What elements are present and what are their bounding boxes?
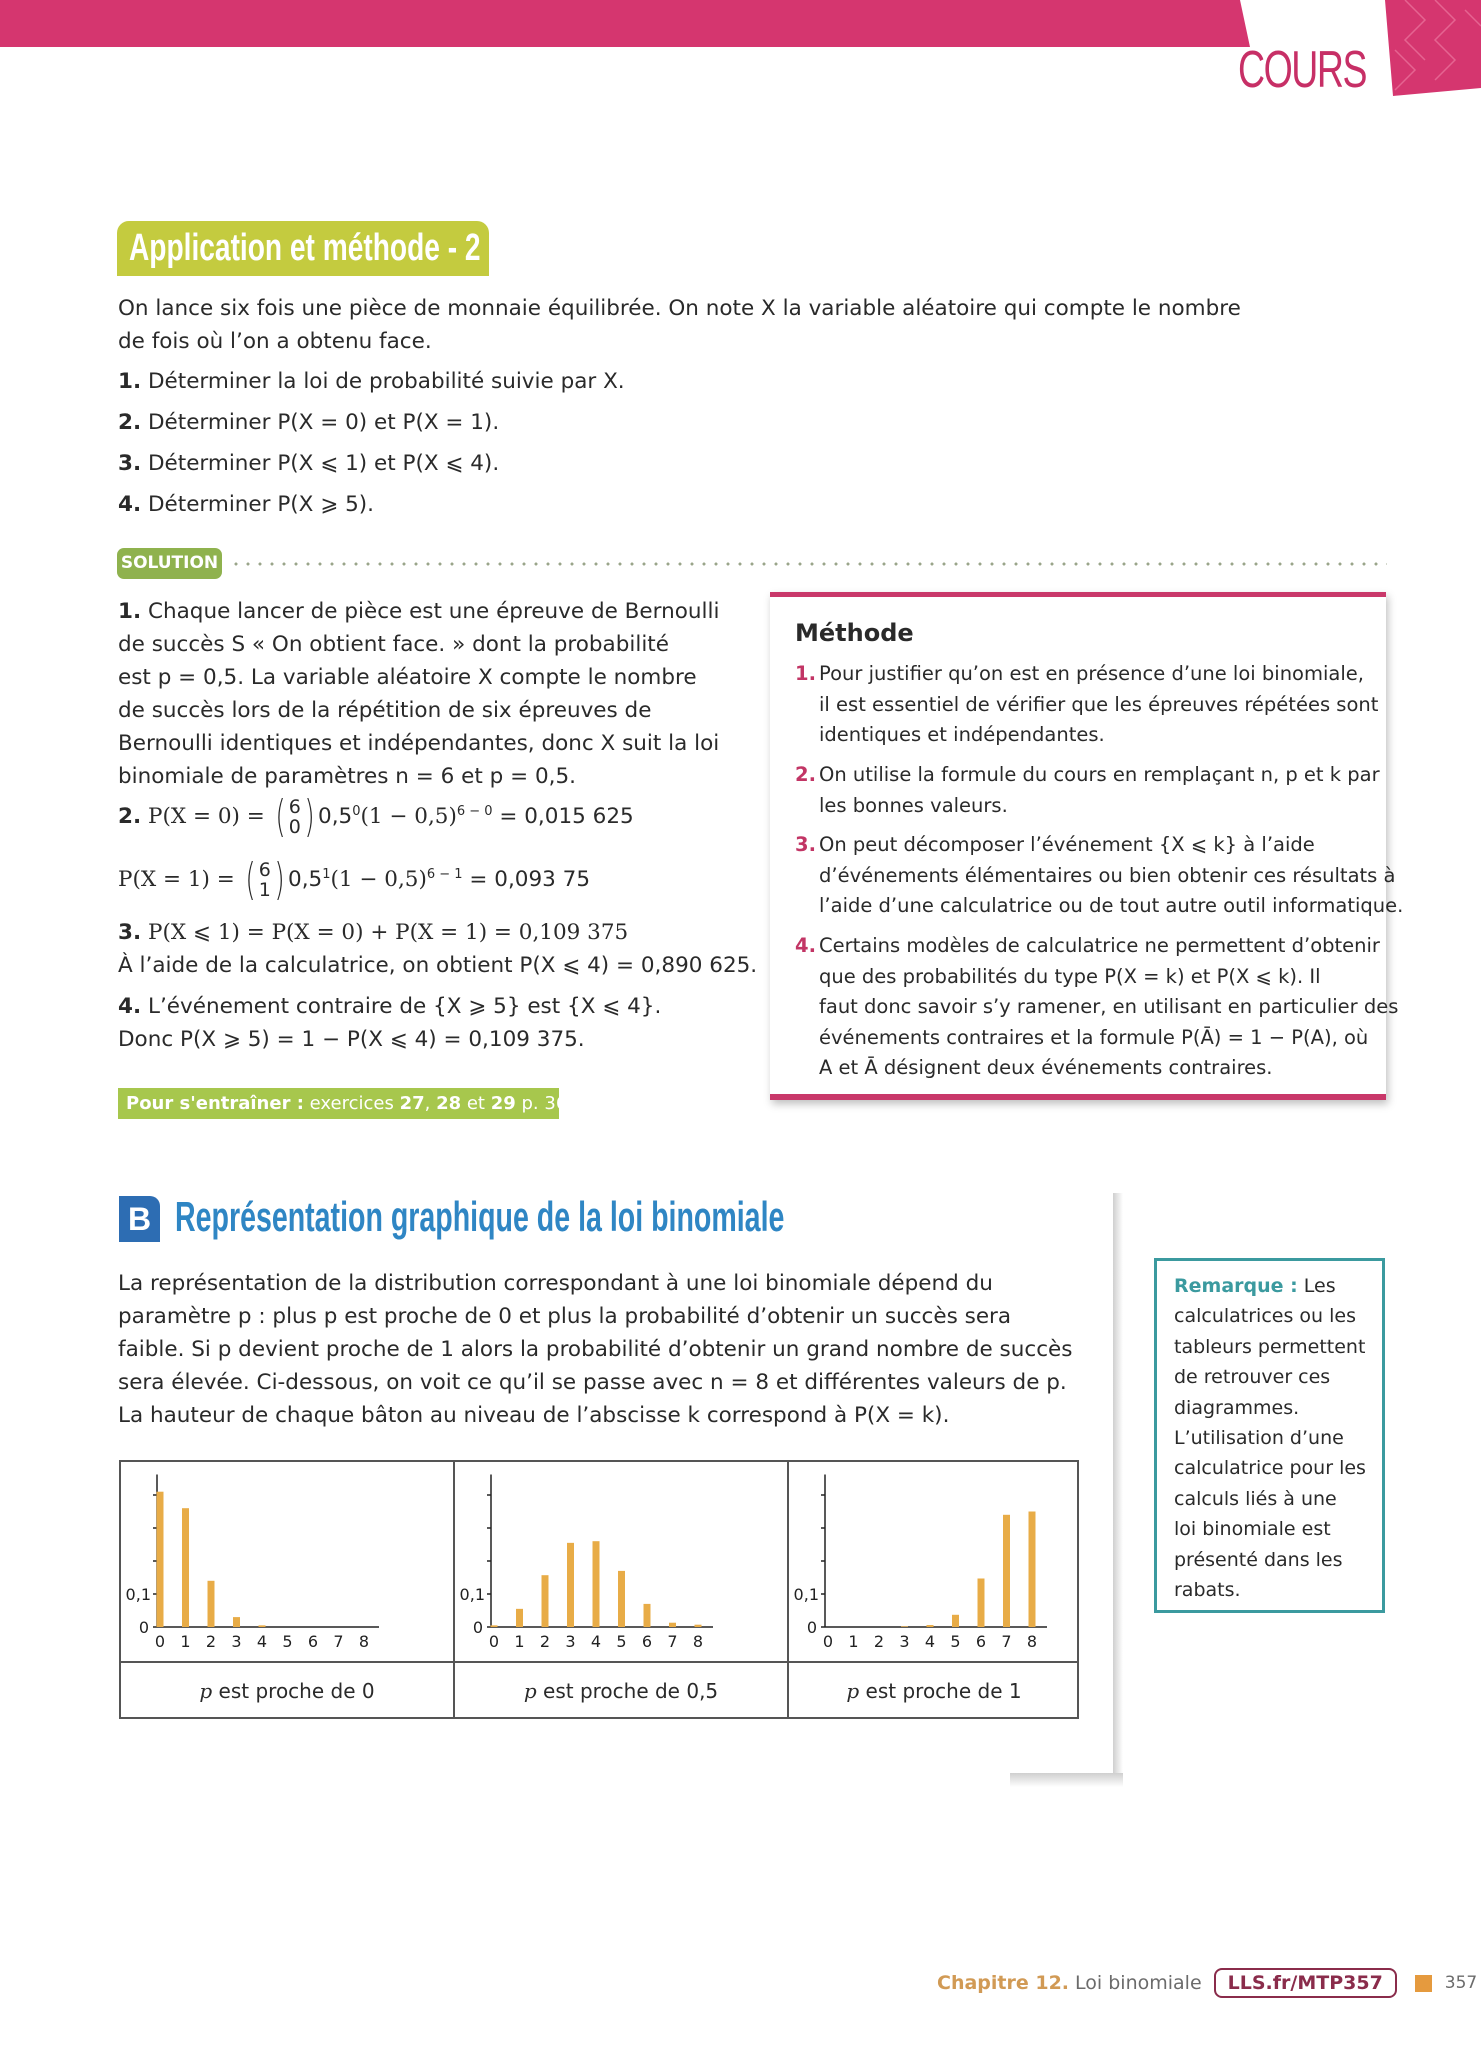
methode-text: Certains modèles de calculatrice ne permettent d’obtenir <box>819 934 1380 957</box>
methode-text: faut donc savoir s’y ramener, en utilisant en particulier des <box>819 995 1399 1018</box>
y-tick-label: 0 <box>138 1618 149 1637</box>
caption-text: est proche de 1 <box>865 1679 1022 1703</box>
charts-table <box>119 1460 1079 1719</box>
methode-item-4 <box>795 931 1398 1084</box>
binomial-coefficient: ( 6 1 ) <box>245 854 285 906</box>
statement-line: On lance six fois une pièce de monnaie équilibrée. On note X la variable aléatoire qui compte le nombre <box>118 296 1241 321</box>
x-tick-label: 3 <box>565 1632 576 1651</box>
page-ref: p. 364 <box>515 1093 579 1114</box>
solution-line: Bernoulli identiques et indépendantes, donc X suit la loi <box>118 731 720 756</box>
methode-text: d’événements élémentaires ou bien obtenir ces résultats à <box>819 863 1396 887</box>
footer-chapter-title: Loi binomiale <box>1075 1972 1202 1994</box>
bar-k-7 <box>1003 1515 1010 1627</box>
bar-k-4 <box>927 1625 934 1627</box>
question-text: Déterminer la loi de probabilité suivie par X. <box>147 369 625 394</box>
remark-line: présenté dans les <box>1174 1548 1343 1571</box>
y-tick-label: 0,1 <box>793 1585 819 1604</box>
remark-line: loi binomiale est <box>1174 1518 1331 1541</box>
solution-line <box>118 916 628 949</box>
practice-text: et <box>461 1093 491 1114</box>
caption-text: est proche de 0 <box>218 1679 375 1703</box>
card-shadow <box>1010 1773 1123 1787</box>
bar-k-8 <box>695 1625 702 1627</box>
x-tick-label: 1 <box>848 1632 859 1651</box>
y-tick-label: 0,1 <box>125 1585 151 1604</box>
paragraph-line: faible. Si p devient proche de 1 alors la probabilité d’obtenir un grand nombre de succès <box>118 1337 1073 1362</box>
remark-line: calculs liés à une <box>1174 1487 1337 1510</box>
solution-line <box>118 595 719 628</box>
bar-k-1 <box>516 1609 523 1627</box>
solution-line: de succès S « On obtient face. » dont la probabilité <box>118 632 669 657</box>
application-title <box>117 221 489 276</box>
question-3 <box>118 447 499 480</box>
bar-k-4 <box>593 1541 600 1627</box>
bar-k-4 <box>259 1625 266 1627</box>
exponent: 1 <box>322 867 331 882</box>
x-tick-label: 4 <box>590 1632 602 1651</box>
methode-number: 2. <box>795 763 816 786</box>
bar-chart-p-near-1 <box>789 1462 1079 1661</box>
x-tick-label: 3 <box>899 1632 910 1651</box>
solution-line: de succès lors de la répétition de six épreuves de <box>118 698 652 723</box>
chart-caption <box>121 1661 455 1719</box>
x-tick-label: 8 <box>692 1632 704 1651</box>
remark-line: tableurs permettent <box>1174 1335 1366 1358</box>
x-tick-label: 5 <box>950 1632 961 1651</box>
formula-lhs: P(X = 1) = <box>118 867 235 893</box>
methode-text: On peut décomposer l’événement {X ⩽ k} à l’aide <box>819 833 1315 856</box>
formula-term: 0,5 <box>318 804 353 830</box>
question-1 <box>118 365 625 398</box>
x-tick-label: 0 <box>822 1632 834 1651</box>
question-number: 3. <box>118 451 142 476</box>
question-text: Déterminer P(X = 0) et P(X = 1). <box>147 410 500 435</box>
methode-text: les bonnes valeurs. <box>819 793 1008 817</box>
x-tick-label: 2 <box>873 1632 885 1651</box>
y-tick-label: 0,1 <box>459 1585 485 1604</box>
methode-item-1 <box>795 659 1378 751</box>
y-tick-label: 0 <box>472 1618 483 1637</box>
remark-label: Remarque : <box>1174 1275 1298 1297</box>
binom-top: 6 <box>288 796 301 819</box>
caption-text: est proche de 0,5 <box>543 1679 719 1703</box>
bar-k-6 <box>978 1578 985 1627</box>
methode-text: événements contraires et la formule P(Ā) = 1 − P(A), où <box>819 1025 1369 1049</box>
solution-number: 2. <box>118 804 142 830</box>
remark-line: de retrouver ces <box>1174 1366 1331 1389</box>
remark-text: Les <box>1297 1275 1336 1297</box>
bar-k-5 <box>618 1571 625 1627</box>
footer-link[interactable]: LLS.fr/MTP357 <box>1214 1968 1397 1998</box>
chart-cell <box>121 1462 455 1661</box>
exponent: 6 − 1 <box>426 867 463 882</box>
formula-p0 <box>118 791 634 843</box>
solution-line: est p = 0,5. La variable aléatoire X compte le nombre <box>118 665 697 690</box>
solution-number: 3. <box>118 920 142 945</box>
methode-number: 3. <box>795 833 816 856</box>
paragraph-line: paramètre p : plus p est proche de 0 et plus la probabilité d’obtenir un succès sera <box>118 1304 1012 1329</box>
exercise-ref[interactable]: 28 <box>436 1093 462 1114</box>
question-4 <box>118 488 374 521</box>
bar-k-8 <box>1029 1512 1036 1628</box>
solution-line: Donc P(X ⩾ 5) = 1 − P(X ⩽ 4) = 0,109 375. <box>118 1027 585 1052</box>
bar-k-2 <box>208 1581 215 1627</box>
question-2 <box>118 406 499 439</box>
bar-k-0 <box>157 1492 164 1627</box>
remark-line: rabats. <box>1174 1579 1241 1602</box>
remark-line <box>1174 1271 1382 1301</box>
statement-line: de fois où l’on a obtenu face. <box>118 329 432 354</box>
section-label: COURS <box>1238 41 1367 99</box>
formula-result: = 0,093 75 <box>469 867 591 893</box>
x-tick-label: 8 <box>1026 1632 1038 1651</box>
methode-text: Pour justifier qu’on est en présence d’une loi binomiale, <box>819 662 1364 685</box>
x-tick-label: 5 <box>282 1632 293 1651</box>
question-number: 2. <box>118 410 142 435</box>
x-tick-label: 5 <box>616 1632 627 1651</box>
methode-text: On utilise la formule du cours en remplaçant n, p et k par <box>819 763 1380 786</box>
bar-k-3 <box>567 1543 574 1627</box>
methode-item-2 <box>795 760 1380 821</box>
solution-number: 1. <box>118 599 142 624</box>
x-tick-label: 8 <box>358 1632 370 1651</box>
exponent: 0 <box>352 804 361 819</box>
y-tick-label: 0 <box>806 1618 817 1637</box>
bar-k-6 <box>644 1604 651 1627</box>
binom-bottom: 1 <box>258 879 271 902</box>
bar-k-3 <box>233 1617 240 1627</box>
chart-caption <box>455 1661 789 1719</box>
solution-text: Chaque lancer de pièce est une épreuve de Bernoulli <box>147 599 720 624</box>
card-shadow <box>1113 1193 1123 1773</box>
methode-text: identiques et indépendantes. <box>819 723 1105 746</box>
practice-link[interactable] <box>118 1088 579 1119</box>
methode-number: 1. <box>795 662 816 685</box>
x-tick-label: 7 <box>333 1632 344 1651</box>
bar-k-2 <box>542 1575 549 1627</box>
exponent: 6 − 0 <box>456 804 493 819</box>
x-tick-label: 2 <box>205 1632 217 1651</box>
methode-text: A et Ā désignent deux événements contraires. <box>819 1056 1273 1079</box>
remark-line: calculatrices ou les <box>1174 1305 1356 1328</box>
formula-result: = 0,015 625 <box>499 804 634 830</box>
remark-line: L’utilisation d’une <box>1174 1427 1344 1450</box>
x-tick-label: 6 <box>975 1632 987 1651</box>
formula-term: 0,5 <box>288 867 323 893</box>
methode-item-3 <box>795 830 1403 922</box>
practice-text: exercices <box>303 1093 400 1114</box>
bar-chart-p-near-0 <box>121 1462 453 1661</box>
binom-top: 6 <box>258 859 271 882</box>
formula-term: (1 − 0,5) <box>330 867 427 893</box>
top-banner <box>0 0 1230 47</box>
exercise-ref[interactable]: 27 <box>399 1093 425 1114</box>
x-tick-label: 7 <box>1001 1632 1012 1651</box>
methode-box <box>770 592 1404 1100</box>
solution-text: P(X ⩽ 1) = P(X = 0) + P(X = 1) = 0,109 375 <box>147 920 629 945</box>
question-text: Déterminer P(X ⩽ 1) et P(X ⩽ 4). <box>147 451 500 476</box>
x-tick-label: 1 <box>180 1632 191 1651</box>
paragraph-line: La hauteur de chaque bâton au niveau de l’abscisse k correspond à P(X = k). <box>118 1403 950 1428</box>
bar-k-0 <box>491 1625 498 1627</box>
bar-k-5 <box>952 1615 959 1627</box>
question-number: 1. <box>118 369 142 394</box>
caption-var: p <box>199 1679 213 1703</box>
bar-k-7 <box>669 1623 676 1627</box>
paragraph-line: La représentation de la distribution correspondant à une loi binomiale dépend du <box>118 1271 993 1296</box>
application-title-text: Application et méthode - 2 <box>129 227 481 269</box>
x-tick-label: 2 <box>539 1632 551 1651</box>
x-tick-label: 4 <box>924 1632 936 1651</box>
footer-chapter: Chapitre 12. <box>937 1972 1070 1994</box>
binomial-coefficient: ( 6 0 ) <box>275 791 315 843</box>
solution-line <box>118 990 661 1023</box>
caption-var: p <box>846 1679 860 1703</box>
question-number: 4. <box>118 492 142 517</box>
formula-p1 <box>118 854 591 906</box>
chart-cell <box>455 1462 789 1661</box>
solution-line: binomiale de paramètres n = 6 et p = 0,5. <box>118 764 576 789</box>
page-footer <box>937 1968 1477 1998</box>
question-text: Déterminer P(X ⩾ 5). <box>147 492 374 517</box>
solution-number: 4. <box>118 994 142 1019</box>
remark-line: calculatrice pour les <box>1174 1457 1366 1480</box>
formula-term: (1 − 0,5) <box>360 804 457 830</box>
methode-text: que des probabilités du type P(X = k) et P(X ⩽ k). Il <box>819 964 1321 988</box>
solution-text: L’événement contraire de {X ⩾ 5} est {X ⩽ 4}. <box>147 994 662 1019</box>
decorative-pattern-icon <box>1385 0 1481 96</box>
section-title: Représentation graphique de la loi binomiale <box>175 1193 785 1240</box>
x-tick-label: 6 <box>641 1632 653 1651</box>
x-tick-label: 0 <box>488 1632 500 1651</box>
paragraph-line: sera élevée. Ci-dessous, on voit ce qu’il se passe avec n = 8 et différentes valeurs de p. <box>118 1370 1067 1395</box>
x-tick-label: 4 <box>256 1632 268 1651</box>
binom-bottom: 0 <box>288 816 301 839</box>
remark-line: diagrammes. <box>1174 1396 1300 1419</box>
section-badge: B <box>119 1196 160 1242</box>
caption-var: p <box>523 1679 537 1703</box>
chart-caption <box>789 1661 1079 1719</box>
x-tick-label: 0 <box>154 1632 166 1651</box>
x-tick-label: 1 <box>514 1632 525 1651</box>
methode-title: Méthode <box>795 619 914 647</box>
chart-cell <box>789 1462 1079 1661</box>
practice-text: , <box>424 1093 437 1114</box>
bar-chart-p-near-0-5 <box>455 1462 787 1661</box>
exercise-ref[interactable]: 29 <box>490 1093 516 1114</box>
footer-square-icon <box>1415 1975 1432 1992</box>
formula-lhs: P(X = 0) = <box>147 804 265 830</box>
x-tick-label: 7 <box>667 1632 678 1651</box>
remark-box <box>1154 1258 1385 1613</box>
methode-text: l’aide d’une calculatrice ou de tout autre outil informatique. <box>819 894 1404 917</box>
bar-k-3 <box>901 1626 908 1627</box>
methode-number: 4. <box>795 934 816 957</box>
x-tick-label: 6 <box>307 1632 319 1651</box>
practice-label: Pour s'entraîner : <box>126 1093 304 1114</box>
dotted-divider <box>230 562 1387 566</box>
x-tick-label: 3 <box>231 1632 242 1651</box>
solution-tag: SOLUTION <box>117 548 222 579</box>
methode-text: il est essentiel de vérifier que les épreuves répétées sont <box>819 692 1379 716</box>
solution-line: À l’aide de la calculatrice, on obtient P(X ⩽ 4) = 0,890 625. <box>118 953 758 978</box>
bar-k-1 <box>182 1508 189 1627</box>
page-number: 357 <box>1444 1973 1478 1993</box>
